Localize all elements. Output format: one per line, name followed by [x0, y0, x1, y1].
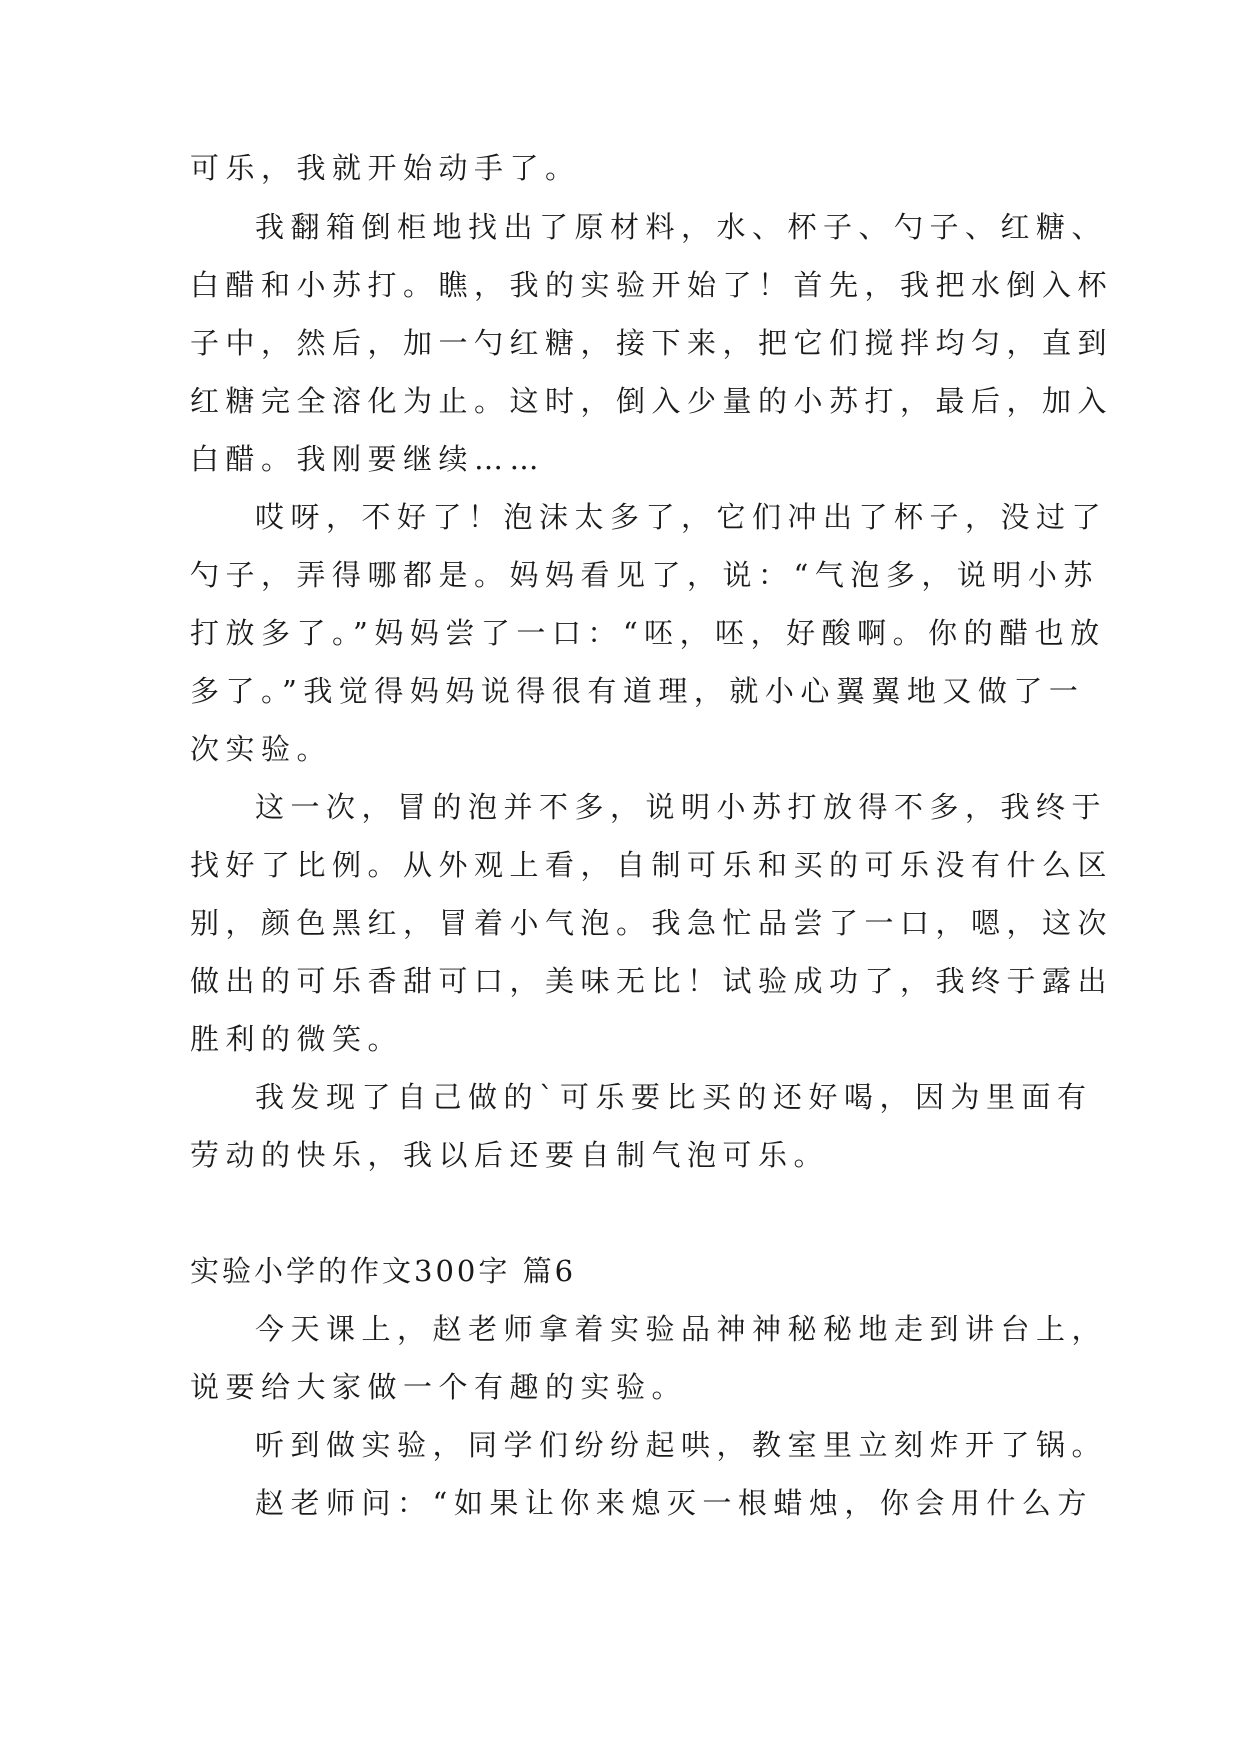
- section-heading: 实验小学的作文300字 篇6: [190, 1254, 577, 1288]
- paragraph-line: 可乐，我就开始动手了。: [190, 151, 581, 185]
- paragraph-line: 听到做实验，同学们纷纷起哄，教室里立刻炸开了锅。: [255, 1428, 1108, 1462]
- paragraph-line: 子中，然后，加一勺红糖，接下来，把它们搅拌均匀，直到: [190, 326, 1114, 360]
- paragraph-line: 我发现了自己做的`可乐要比买的还好喝，因为里面有: [255, 1080, 1093, 1114]
- paragraph-line: 白醋和小苏打。瞧，我的实验开始了！首先，我把水倒入杯: [190, 268, 1114, 302]
- paragraph-line: 胜利的微笑。: [190, 1022, 404, 1056]
- paragraph-line: 说要给大家做一个有趣的实验。: [190, 1370, 688, 1404]
- paragraph-line: 找好了比例。从外观上看，自制可乐和买的可乐没有什么区: [190, 848, 1114, 882]
- paragraph-line: 次实验。: [190, 732, 333, 766]
- paragraph-line: 做出的可乐香甜可口，美味无比！试验成功了，我终于露出: [190, 964, 1114, 998]
- paragraph-line: 红糖完全溶化为止。这时，倒入少量的小苏打，最后，加入: [190, 384, 1114, 418]
- paragraph-line: 哎呀，不好了！泡沫太多了，它们冲出了杯子，没过了: [255, 500, 1108, 534]
- paragraph-line: 白醋。我刚要继续……: [190, 442, 546, 476]
- paragraph-line: 多了。”我觉得妈妈说得很有道理，就小心翼翼地又做了一: [190, 674, 1085, 708]
- paragraph-line: 打放多了。”妈妈尝了一口：“呸，呸，好酸啊。你的醋也放: [190, 616, 1106, 650]
- paragraph-line: 别，颜色黑红，冒着小气泡。我急忙品尝了一口，嗯，这次: [190, 906, 1114, 940]
- paragraph-line: 赵老师问：“如果让你来熄灭一根蜡烛，你会用什么方: [255, 1486, 1093, 1520]
- paragraph-line: 我翻箱倒柜地找出了原材料，水、杯子、勺子、红糖、: [255, 210, 1108, 244]
- paragraph-line: 今天课上，赵老师拿着实验品神神秘秘地走到讲台上，: [255, 1312, 1108, 1346]
- paragraph-line: 勺子，弄得哪都是。妈妈看见了，说：“气泡多，说明小苏: [190, 558, 1099, 592]
- paragraph-line: 这一次，冒的泡并不多，说明小苏打放得不多，我终于: [255, 790, 1108, 824]
- paragraph-line: 劳动的快乐，我以后还要自制气泡可乐。: [190, 1138, 830, 1172]
